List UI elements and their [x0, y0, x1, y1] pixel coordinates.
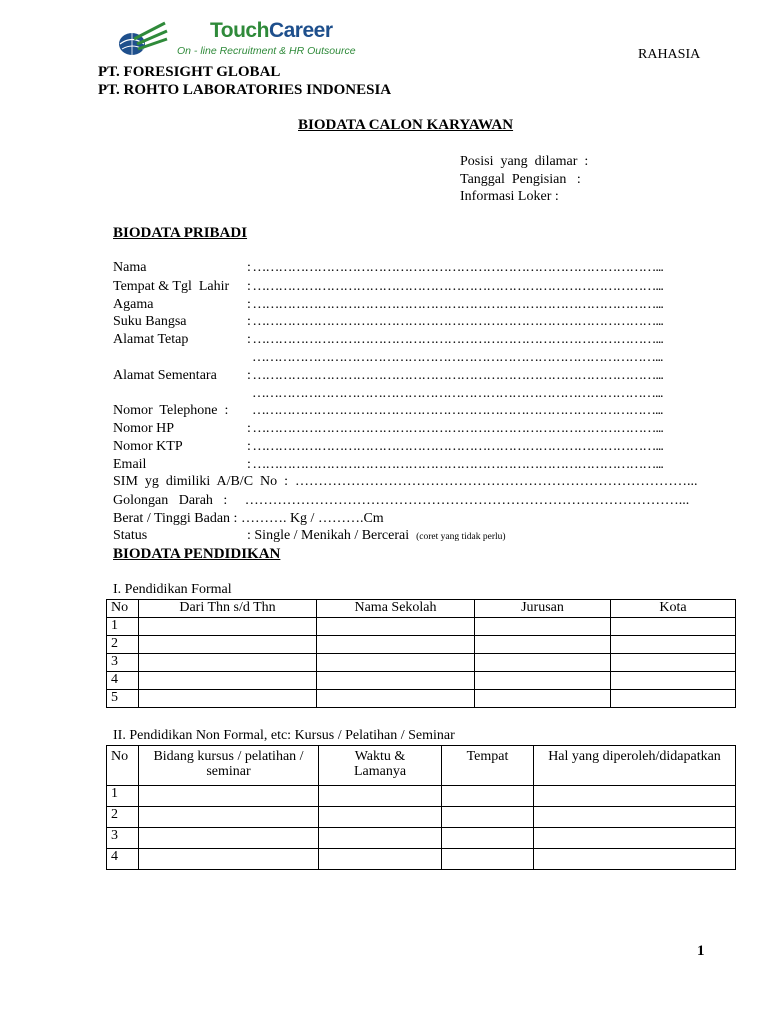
status-note: (coret yang tidak perlu) [416, 532, 506, 542]
table-cell[interactable] [139, 636, 317, 654]
table-cell[interactable] [139, 672, 317, 690]
column-header-city: Kota [611, 600, 736, 618]
row-number: 3 [107, 828, 139, 849]
table-cell[interactable] [319, 786, 442, 807]
golongan-darah-row: Golongan Darah : …………………………………………………………………………………... [113, 493, 690, 508]
table-row [107, 690, 736, 708]
field-value-line[interactable]: : …………………………………………………………………………………... [247, 260, 663, 275]
column-header-years: Dari Thn s/d Thn [139, 600, 317, 618]
table-cell[interactable] [442, 807, 534, 828]
table-cell[interactable] [611, 636, 736, 654]
section-heading-personal: BIODATA PRIBADI [113, 225, 248, 241]
column-header-outcome: Hal yang diperoleh/didapatkan [534, 746, 736, 786]
field-value-line[interactable]: : …………………………………………………………………………………... [247, 439, 663, 454]
table-header-row [107, 746, 736, 786]
nonformal-education-table [106, 745, 736, 870]
table-cell[interactable] [475, 672, 611, 690]
globe-icon [110, 19, 170, 59]
table-cell[interactable] [442, 786, 534, 807]
table-cell[interactable] [534, 807, 736, 828]
table-row [107, 672, 736, 690]
field-value-line[interactable]: : …………………………………………………………………………………... [247, 279, 663, 294]
formal-education-table [106, 599, 736, 708]
table-cell[interactable] [317, 654, 475, 672]
status-label: Status [113, 528, 148, 543]
field-value-line[interactable]: : …………………………………………………………………………………... [247, 297, 663, 312]
section-heading-education: BIODATA PENDIDIKAN [113, 546, 281, 562]
row-number: 2 [107, 807, 139, 828]
field-label: Agama [113, 297, 154, 312]
table-cell[interactable] [611, 672, 736, 690]
formal-education-heading: I. Pendidikan Formal [113, 582, 232, 597]
table-cell[interactable] [139, 849, 319, 870]
table-row [107, 786, 736, 807]
touchcareer-logo [108, 16, 400, 62]
meta-posisi: Posisi yang dilamar : [460, 154, 589, 169]
company-name-2: PT. ROHTO LABORATORIES INDONESIA [98, 82, 392, 98]
table-cell[interactable] [319, 807, 442, 828]
table-row [107, 828, 736, 849]
field-label: Nama [113, 260, 147, 275]
table-cell[interactable] [534, 786, 736, 807]
table-row [107, 618, 736, 636]
field-label: Email [113, 457, 147, 472]
table-row [107, 807, 736, 828]
table-cell[interactable] [442, 849, 534, 870]
confidential-label: RAHASIA [638, 47, 701, 62]
table-cell[interactable] [317, 636, 475, 654]
table-cell[interactable] [442, 828, 534, 849]
table-cell[interactable] [139, 654, 317, 672]
row-number: 1 [107, 786, 139, 807]
field-label: Alamat Sementara [113, 368, 217, 383]
table-cell[interactable] [475, 636, 611, 654]
logo-brand [210, 20, 333, 41]
field-label: Nomor Telephone : [113, 403, 229, 418]
table-row [107, 636, 736, 654]
table-cell[interactable] [611, 618, 736, 636]
column-header-major: Jurusan [475, 600, 611, 618]
status-options: : Single / Menikah / Bercerai [247, 528, 410, 543]
nonformal-education-heading: II. Pendidikan Non Formal, etc: Kursus / Pelatihan / Seminar [113, 728, 455, 743]
column-header-no: No [107, 746, 139, 786]
table-cell[interactable] [317, 690, 475, 708]
table-cell[interactable] [534, 828, 736, 849]
column-header-no: No [107, 600, 139, 618]
field-label: Suku Bangsa [113, 314, 187, 329]
row-number: 3 [107, 654, 139, 672]
table-cell[interactable] [475, 690, 611, 708]
table-cell[interactable] [317, 672, 475, 690]
berat-tinggi-row: Berat / Tinggi Badan : ………. Kg / ……….Cm [113, 511, 384, 526]
table-cell[interactable] [534, 849, 736, 870]
table-cell[interactable] [319, 828, 442, 849]
table-cell[interactable] [611, 654, 736, 672]
field-value-line[interactable]: …………………………………………………………………………………... [247, 386, 663, 401]
table-header-row [107, 600, 736, 618]
table-row [107, 849, 736, 870]
logo-brand-part2: Career [268, 19, 333, 42]
table-row [107, 654, 736, 672]
field-value-line[interactable]: …………………………………………………………………………………... [247, 350, 663, 365]
field-label: Tempat & Tgl Lahir [113, 279, 230, 294]
table-cell[interactable] [139, 786, 319, 807]
column-header-field: Bidang kursus / pelatihan / seminar [139, 746, 319, 786]
row-number: 4 [107, 849, 139, 870]
table-cell[interactable] [139, 807, 319, 828]
logo-brand-part1: Touch [210, 19, 269, 42]
page-number: 1 [697, 943, 705, 959]
field-value-line[interactable]: : …………………………………………………………………………………... [247, 368, 663, 383]
meta-tanggal: Tanggal Pengisian : [460, 172, 581, 187]
field-value-line[interactable]: : …………………………………………………………………………………... [247, 332, 663, 347]
field-value-line[interactable]: …………………………………………………………………………………... [247, 403, 663, 418]
field-value-line[interactable]: : …………………………………………………………………………………... [247, 421, 663, 436]
field-value-line[interactable]: : …………………………………………………………………………………... [247, 314, 663, 329]
column-header-duration: Waktu & Lamanya [319, 746, 442, 786]
field-label: Nomor KTP [113, 439, 183, 454]
row-number: 1 [107, 618, 139, 636]
table-cell[interactable] [475, 618, 611, 636]
field-value-line[interactable]: : …………………………………………………………………………………... [247, 457, 663, 472]
field-label: Nomor HP [113, 421, 175, 436]
logo-tagline: On - line Recruitment & HR Outsource [177, 45, 356, 57]
sim-row: SIM yg dimiliki A/B/C No : …………………………………………………………………………... [113, 474, 698, 489]
table-cell[interactable] [611, 690, 736, 708]
table-cell[interactable] [319, 849, 442, 870]
status-value [247, 529, 506, 543]
column-header-school: Nama Sekolah [317, 600, 475, 618]
column-header-place: Tempat [442, 746, 534, 786]
row-number: 5 [107, 690, 139, 708]
row-number: 4 [107, 672, 139, 690]
company-name-1: PT. FORESIGHT GLOBAL [98, 64, 281, 80]
table-cell[interactable] [139, 618, 317, 636]
document-title: BIODATA CALON KARYAWAN [298, 117, 514, 133]
table-cell[interactable] [139, 690, 317, 708]
field-label: Alamat Tetap [113, 332, 189, 347]
table-cell[interactable] [317, 618, 475, 636]
table-cell[interactable] [139, 828, 319, 849]
row-number: 2 [107, 636, 139, 654]
table-cell[interactable] [475, 654, 611, 672]
meta-informasi: Informasi Loker : [460, 189, 559, 204]
